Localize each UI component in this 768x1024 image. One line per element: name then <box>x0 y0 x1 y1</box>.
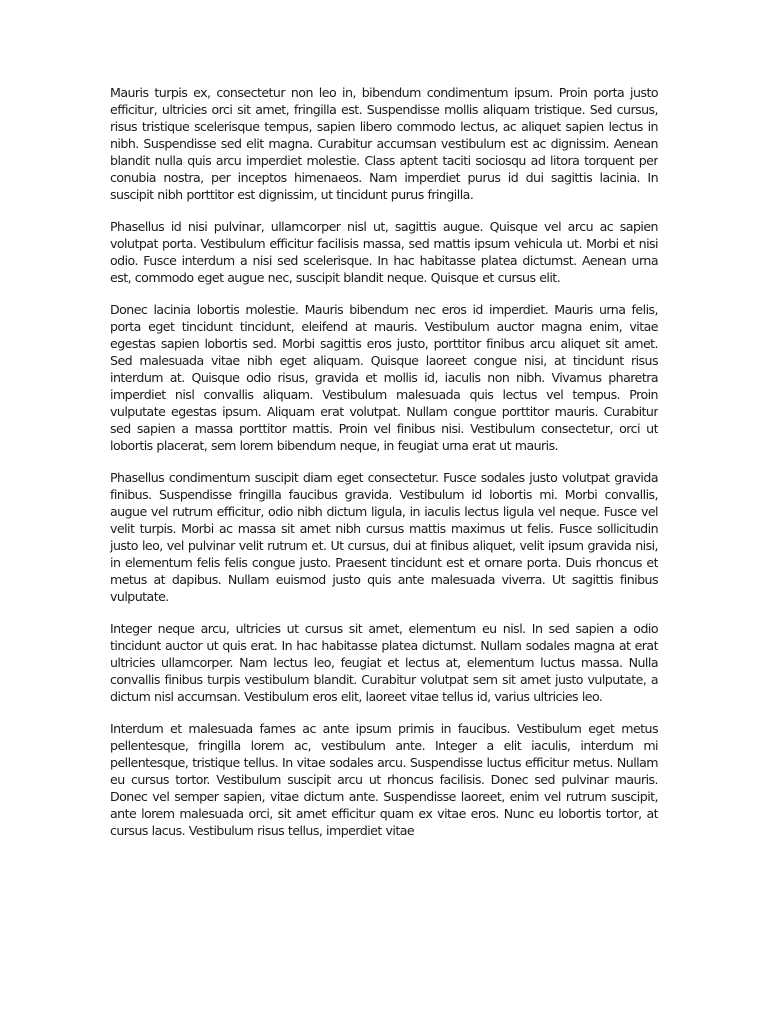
paragraph-2: Phasellus id nisi pulvinar, ullamcorper nisl ut, sagittis augue. Quisque vel arcu ac sapien volutpat porta. Vestibulum efficitur facilisis massa, sed mattis ipsum vehicula ut. Morbi et nisi odio. Fusce interdum a nisi sed scelerisque. In hac habitasse platea dictumst. Aenean urna est, commodo eget augue nec, suscipit blandit neque. Quisque et cursus elit. <box>110 219 658 285</box>
paragraph-6: Interdum et malesuada fames ac ante ipsum primis in faucibus. Vestibulum eget metus pellentesque, fringilla lorem ac, vestibulum ante. Integer a elit iaculis, interdum mi pellentesque, tristique tellus. In vitae sodales arcu. Suspendisse luctus efficitur metus. Nullam eu cursus tortor. Vestibulum suscipit arcu ut rhoncus facilisis. Donec sed pulvinar mauris. Donec vel semper sapien, vitae dictum ante. Suspendisse laoreet, enim vel rutrum suscipit, ante lorem malesuada orci, sit amet efficitur quam ex vitae eros. Nunc eu lobortis tortor, at cursus lacus. Vestibulum risus tellus, imperdiet vitae <box>110 721 658 838</box>
paragraph-1: Mauris turpis ex, consectetur non leo in, bibendum condimentum ipsum. Proin porta justo efficitur, ultricies orci sit amet, fringilla est. Suspendisse mollis aliquam tristique. Sed cursus, risus tristique scelerisque tempus, sapien libero commodo lectus, ac aliquet sapien lectus in nibh. Suspendisse sed elit magna. Curabitur accumsan vestibulum est ac dignissim. Aenean blandit nulla quis arcu imperdiet molestie. Class aptent taciti sociosqu ad litora torquent per conubia nostra, per inceptos himenaeos. Nam imperdiet purus id dui sagittis lacinia. In suscipit nibh porttitor est dignissim, ut tincidunt purus fringilla. <box>110 85 658 202</box>
paragraph-5: Integer neque arcu, ultricies ut cursus sit amet, elementum eu nisl. In sed sapien a odio tincidunt auctor ut quis erat. In hac habitasse platea dictumst. Nullam sodales magna at erat ultricies ullamcorper. Nam lectus leo, feugiat et lectus at, elementum luctus massa. Nulla convallis finibus turpis vestibulum blandit. Curabitur volutpat sem sit amet justo vulputate, a dictum nisl accumsan. Vestibulum eros elit, laoreet vitae tellus id, varius ultricies leo. <box>110 621 658 704</box>
document-page <box>110 84 658 920</box>
paragraph-4: Phasellus condimentum suscipit diam eget consectetur. Fusce sodales justo volutpat gravida finibus. Suspendisse fringilla faucibus gravida. Vestibulum id lobortis mi. Morbi convallis, augue vel rutrum efficitur, odio nibh dictum ligula, in iaculis lectus ligula vel neque. Fusce vel velit turpis. Morbi ac massa sit amet nibh cursus mattis maximus ut felis. Fusce sollicitudin justo leo, vel pulvinar velit rutrum et. Ut cursus, dui at finibus aliquet, velit ipsum gravida nisi, in elementum felis felis congue justo. Praesent tincidunt est et ornare porta. Duis rhoncus et metus at dapibus. Nullam euismod justo quis ante malesuada viverra. Ut sagittis finibus vulputate. <box>110 470 658 604</box>
paragraph-3: Donec lacinia lobortis molestie. Mauris bibendum nec eros id imperdiet. Mauris urna felis, porta eget tincidunt tincidunt, eleifend at mauris. Vestibulum auctor magna enim, vitae egestas sapien lobortis sed. Morbi sagittis eros justo, porttitor finibus arcu aliquet sit amet. Sed malesuada vitae nibh eget aliquam. Quisque laoreet congue nisi, at tincidunt risus interdum at. Quisque odio risus, gravida et mollis id, iaculis non nibh. Vivamus pharetra imperdiet nisl convallis aliquam. Vestibulum malesuada quis lectus vel tempus. Proin vulputate egestas ipsum. Aliquam erat volutpat. Nullam congue porttitor mauris. Curabitur sed sapien a massa porttitor mattis. Proin vel finibus nisi. Vestibulum consectetur, orci ut lobortis placerat, sem lorem bibendum neque, in feugiat urna erat ut mauris. <box>110 302 658 453</box>
